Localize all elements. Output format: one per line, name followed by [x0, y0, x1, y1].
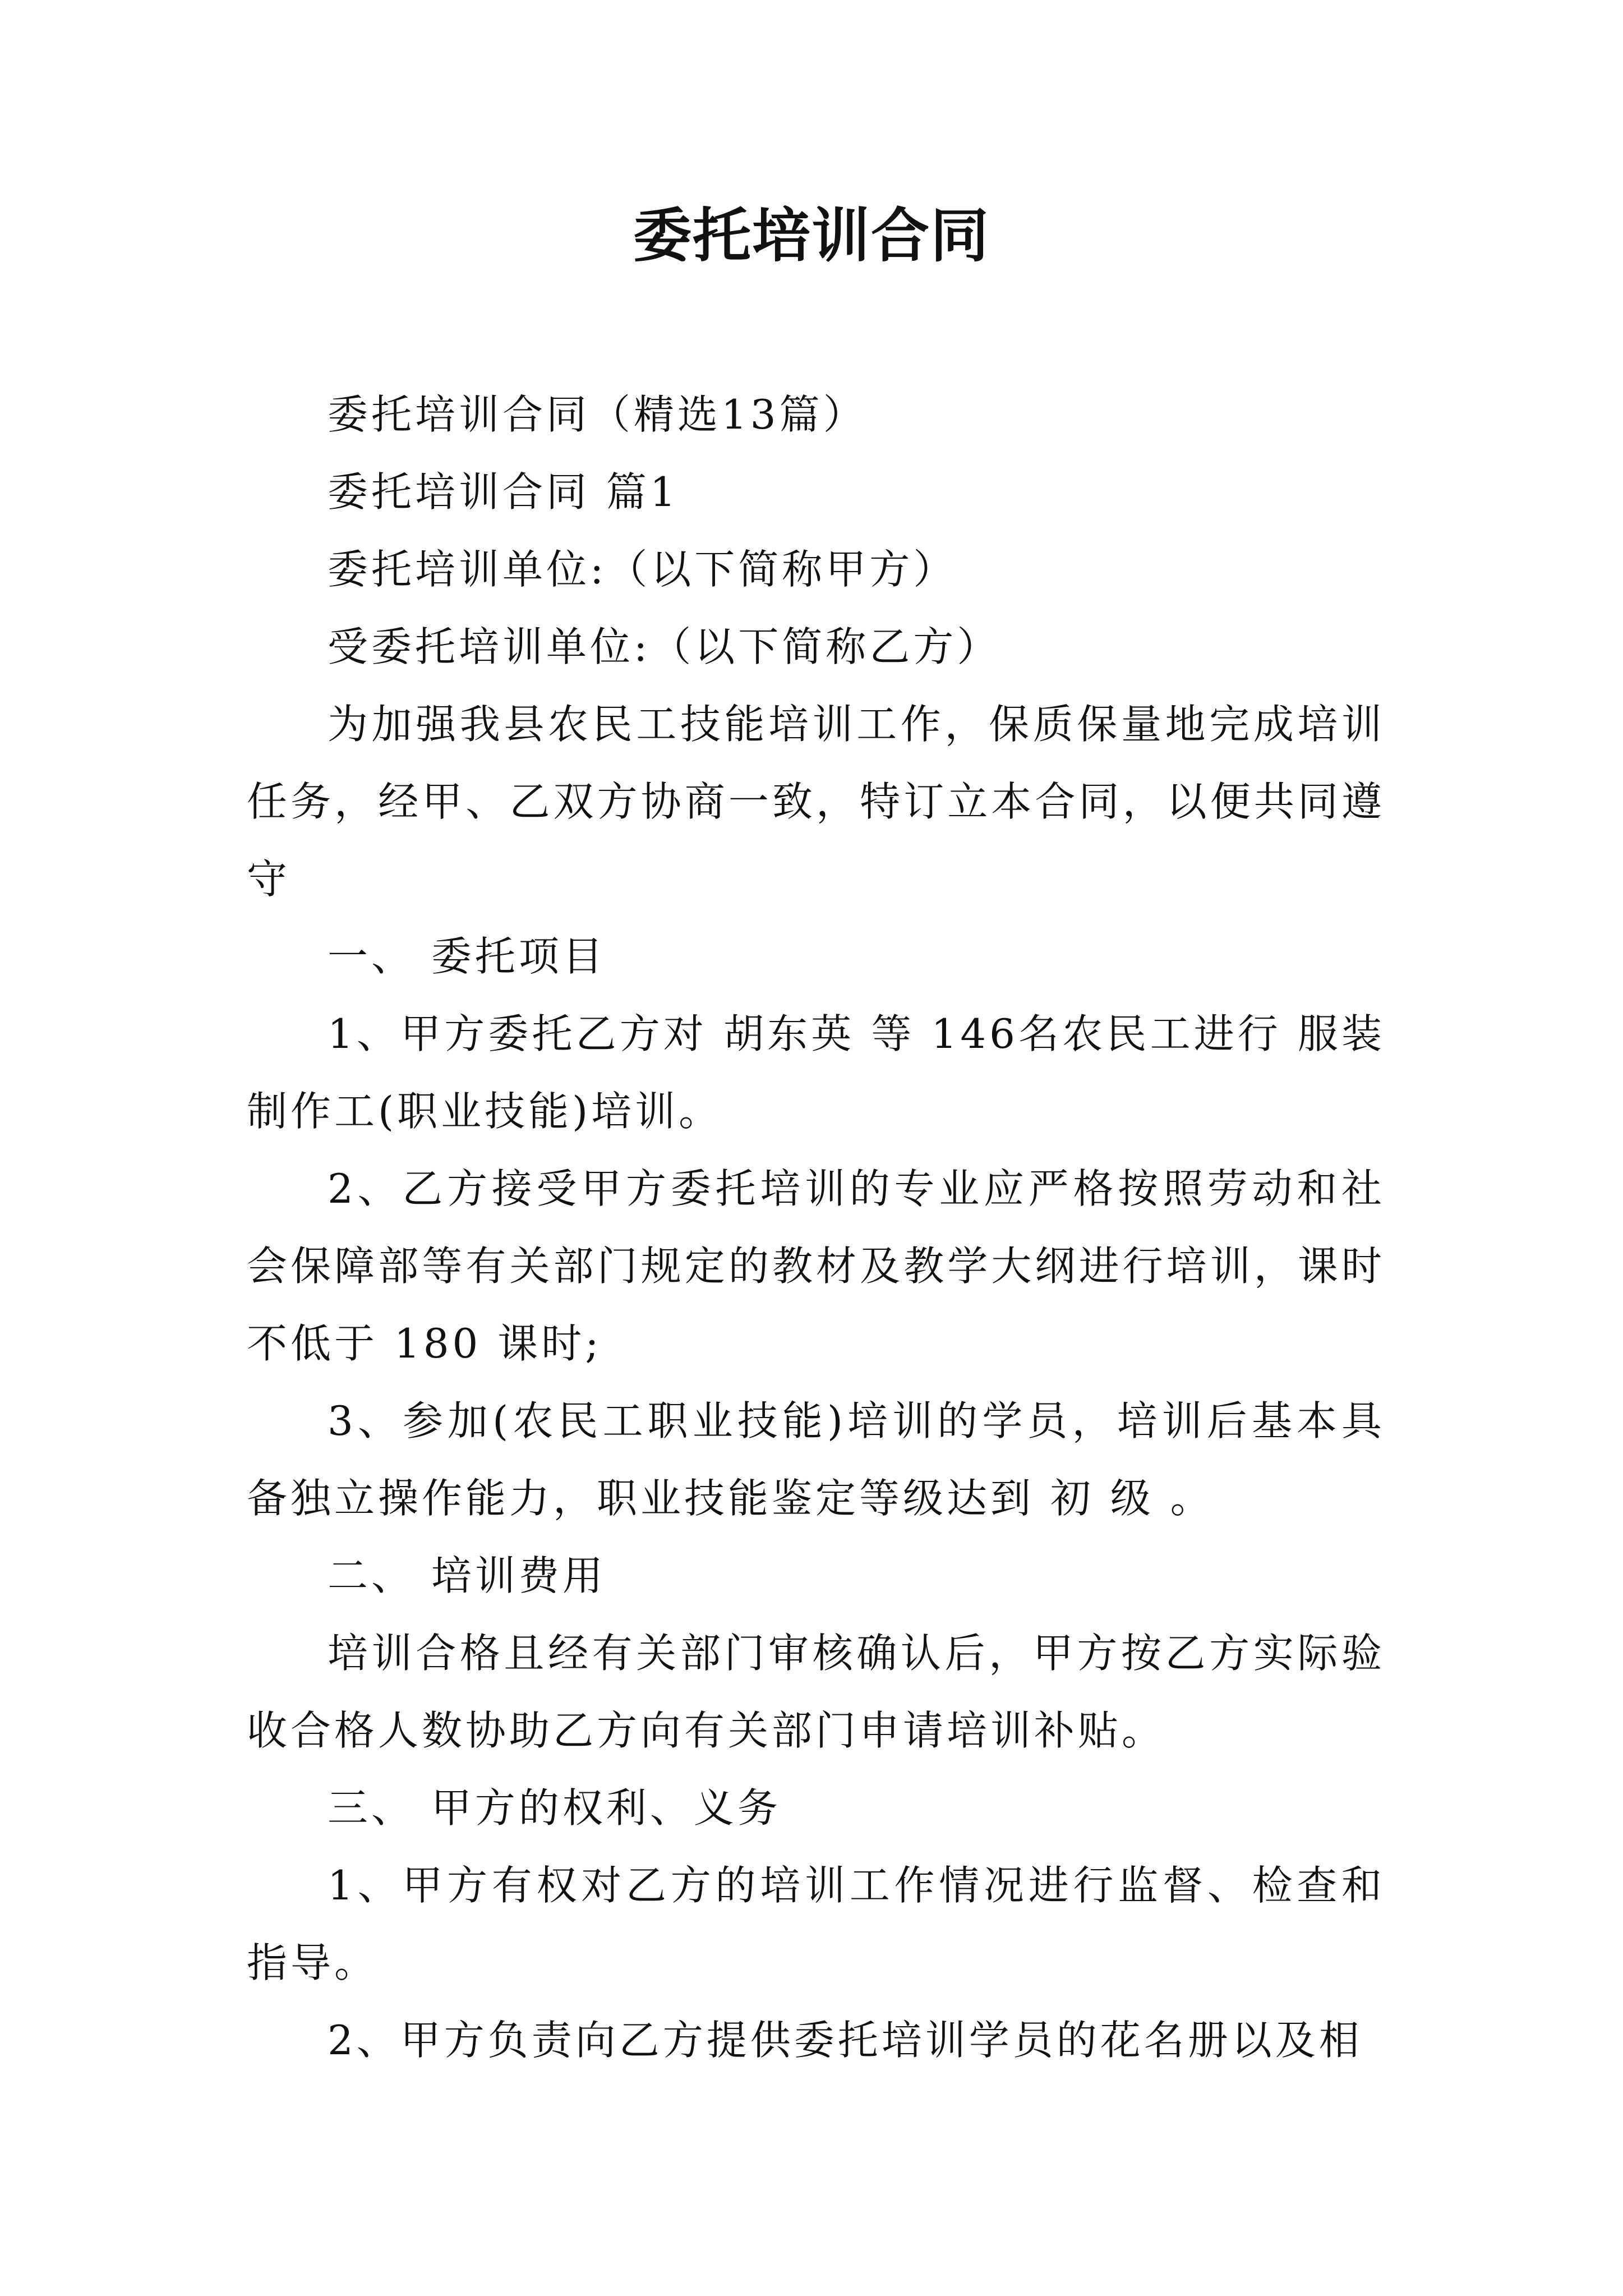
- clause-1-1: 1、甲方委托乙方对 胡东英 等 146名农民工进行 服装制作工(职业技能)培训。: [247, 1010, 1385, 1135]
- paragraph-party-a: 委托培训单位:（以下简称甲方）: [328, 546, 957, 593]
- clause-2-1: 培训合格且经有关部门审核确认后，甲方按乙方实际验收合格人数协助乙方向有关部门申请培训补贴。: [247, 1630, 1385, 1754]
- section-heading-3: 三、 甲方的权利、义务: [328, 1784, 781, 1832]
- paragraph-party-b: 受委托培训单位:（以下简称乙方）: [328, 623, 1001, 670]
- clause-1-3: 3、参加(农民工职业技能)培训的学员，培训后基本具备独立操作能力，职业技能鉴定等级达到 初 级 。: [247, 1397, 1385, 1522]
- clause-3-2: 2、甲方负责向乙方提供委托培训学员的花名册以及相: [328, 2017, 1363, 2064]
- clause-3-1: 1、甲方有权对乙方的培训工作情况进行监督、检查和指导。: [247, 1862, 1385, 1986]
- clause-1-2: 2、乙方接受甲方委托培训的专业应严格按照劳动和社会保障部等有关部门规定的教材及教学大纲进行培训，课时不低于 180 课时;: [247, 1165, 1385, 1367]
- paragraph-heading-collection: 委托培训合同（精选13篇）: [328, 391, 867, 438]
- document-title: 委托培训合同: [633, 201, 990, 270]
- paragraph-purpose: 为加强我县农民工技能培训工作，保质保量地完成培训任务，经甲、乙双方协商一致，特订立本合同，以便共同遵守: [247, 701, 1385, 903]
- section-heading-1: 一、 委托项目: [328, 933, 606, 980]
- paragraph-heading-article-1: 委托培训合同 篇1: [328, 468, 679, 516]
- document-body: [247, 376, 1385, 2079]
- section-heading-2: 二、 培训费用: [328, 1552, 606, 1599]
